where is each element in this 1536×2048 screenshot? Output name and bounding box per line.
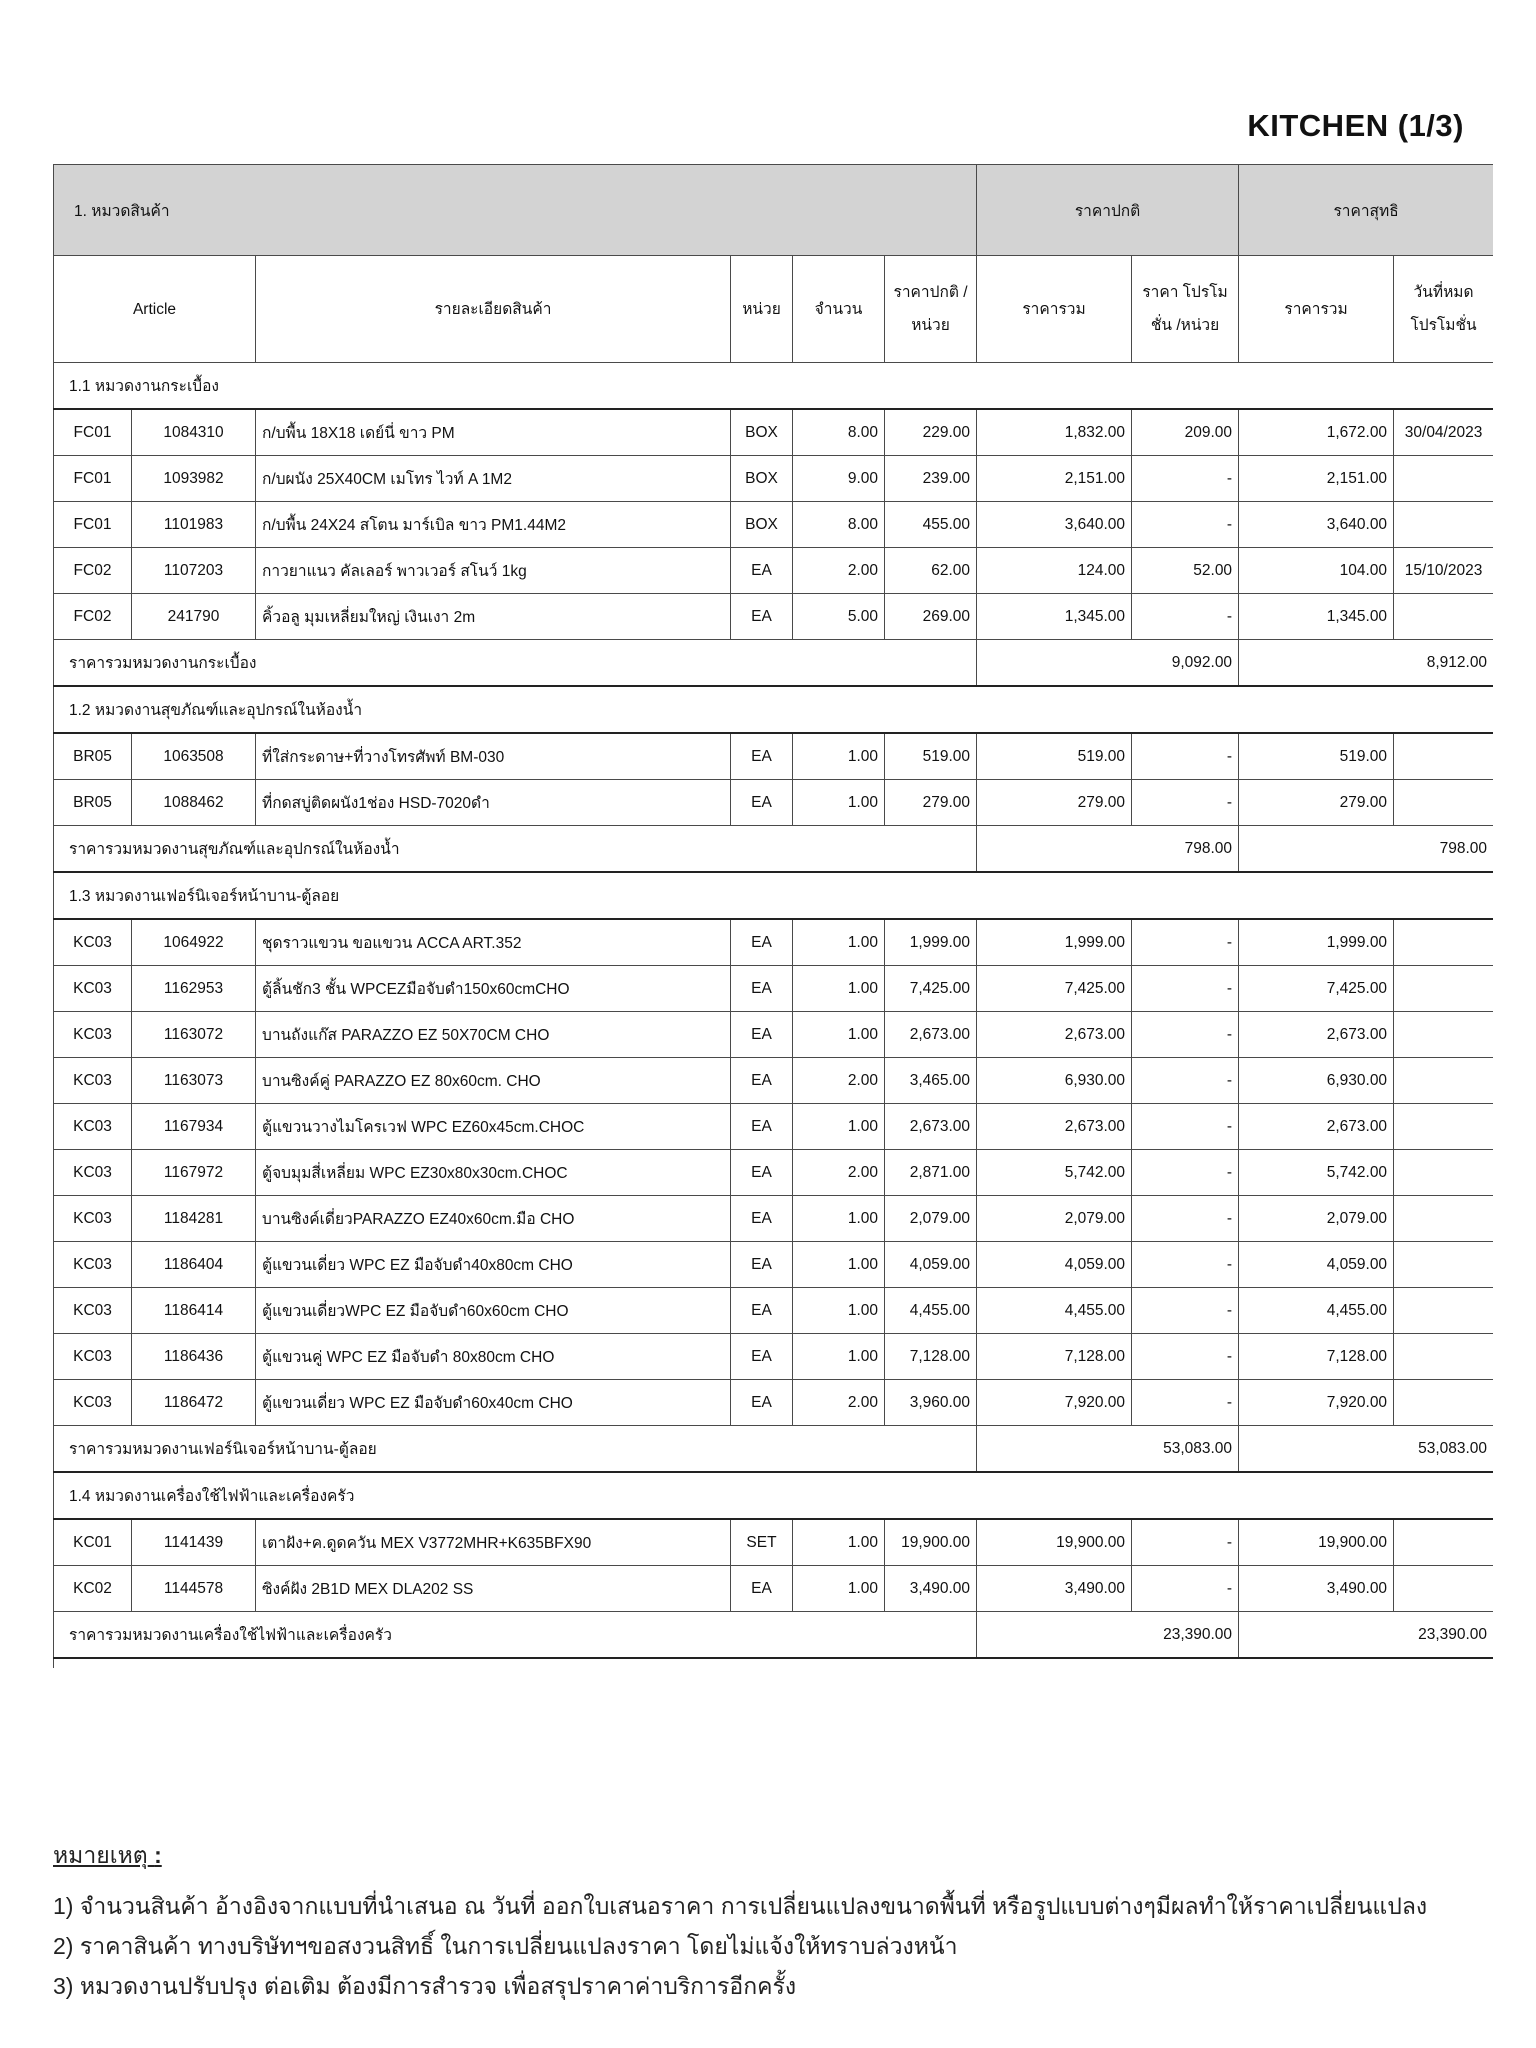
item-promo-end — [1394, 1150, 1493, 1196]
regular-price-header: ราคาปกติ — [977, 165, 1239, 256]
item-quantity: 1.00 — [793, 1519, 885, 1566]
item-unit: EA — [731, 1196, 793, 1242]
item-unit-price: 3,960.00 — [885, 1380, 977, 1426]
item-total: 2,673.00 — [977, 1012, 1132, 1058]
item-unit: EA — [731, 1334, 793, 1380]
item-article: 1163073 — [132, 1058, 256, 1104]
item-article: 1184281 — [132, 1196, 256, 1242]
notes-heading-text: หมายเหตุ — [53, 1842, 148, 1868]
item-promo-end — [1394, 1334, 1493, 1380]
item-promo-price: - — [1132, 1288, 1239, 1334]
item-article: 1162953 — [132, 966, 256, 1012]
item-promo-price: - — [1132, 780, 1239, 826]
col-description: รายละเอียดสินค้า — [256, 256, 731, 363]
item-code: KC03 — [54, 919, 132, 966]
item-promo-end — [1394, 919, 1493, 966]
table-row — [54, 1150, 1494, 1196]
item-article: 1186414 — [132, 1288, 256, 1334]
item-total: 1,345.00 — [977, 594, 1132, 640]
item-total: 3,490.00 — [977, 1566, 1132, 1612]
item-description: ตู้แขวนวางไมโครเวฟ WPC EZ60x45cm.CHOC — [256, 1104, 731, 1150]
item-total: 519.00 — [977, 733, 1132, 780]
note-line-1: 1) จำนวนสินค้า อ้างอิงจากแบบที่นำเสนอ ณ วันที่ ออกใบเสนอราคา การเปลี่ยนแปลงขนาดพื้นที่ หรือรูปแบบต่างๆมีผลทำให้ราคาเปลี่ยนแปลง — [53, 1893, 1428, 1919]
item-total: 7,920.00 — [977, 1380, 1132, 1426]
item-description: ตู้แขวนเดี่ยว WPC EZ มือจับดำ60x40cm CHO — [256, 1380, 731, 1426]
col-article: Article — [54, 256, 256, 363]
item-total: 7,425.00 — [977, 966, 1132, 1012]
notes-heading-colon: : — [154, 1842, 162, 1868]
section-title: 1.2 หมวดงานสุขภัณฑ์และอุปกรณ์ในห้องน้ำ — [54, 686, 1494, 733]
item-unit-price: 279.00 — [885, 780, 977, 826]
item-quantity: 1.00 — [793, 733, 885, 780]
item-description: ที่กดสบู่ติดผนัง1ช่อง HSD-7020ดำ — [256, 780, 731, 826]
quotation-table — [53, 164, 1493, 1668]
item-net-total: 19,900.00 — [1239, 1519, 1394, 1566]
item-article: 1167972 — [132, 1150, 256, 1196]
item-total: 19,900.00 — [977, 1519, 1132, 1566]
table-cutoff — [54, 1658, 1494, 1668]
item-code: KC03 — [54, 966, 132, 1012]
item-description: ตู้แขวนเดี่ยว WPC EZ มือจับดำ40x80cm CHO — [256, 1242, 731, 1288]
item-article: 1144578 — [132, 1566, 256, 1612]
item-promo-end — [1394, 1012, 1493, 1058]
item-quantity: 5.00 — [793, 594, 885, 640]
item-code: FC01 — [54, 456, 132, 502]
col-net-total: ราคารวม — [1239, 256, 1394, 363]
item-code: KC03 — [54, 1058, 132, 1104]
item-description: บานซิงค์เดี่ยวPARAZZO EZ40x60cm.มือ CHO — [256, 1196, 731, 1242]
subtotal-net-total: 8,912.00 — [1239, 640, 1493, 687]
item-net-total: 519.00 — [1239, 733, 1394, 780]
item-article: 1163072 — [132, 1012, 256, 1058]
table-row — [54, 409, 1494, 456]
item-description: ตู้ลิ้นชัก3 ชั้น WPCEZมือจับดำ150x60cmCHO — [256, 966, 731, 1012]
item-total: 5,742.00 — [977, 1150, 1132, 1196]
item-description: ก/บผนัง 25X40CM เมโทร ไวท์ A 1M2 — [256, 456, 731, 502]
item-quantity: 1.00 — [793, 919, 885, 966]
item-unit-price: 455.00 — [885, 502, 977, 548]
item-net-total: 279.00 — [1239, 780, 1394, 826]
item-unit-price: 7,425.00 — [885, 966, 977, 1012]
item-description: ตู้จบมุมสี่เหลี่ยม WPC EZ30x80x30cm.CHOC — [256, 1150, 731, 1196]
item-promo-end — [1394, 502, 1493, 548]
col-quantity: จำนวน — [793, 256, 885, 363]
item-quantity: 1.00 — [793, 1104, 885, 1150]
item-unit-price: 2,079.00 — [885, 1196, 977, 1242]
item-unit-price: 239.00 — [885, 456, 977, 502]
item-promo-price: - — [1132, 919, 1239, 966]
item-promo-price: - — [1132, 502, 1239, 548]
item-quantity: 8.00 — [793, 409, 885, 456]
item-net-total: 1,672.00 — [1239, 409, 1394, 456]
item-net-total: 1,999.00 — [1239, 919, 1394, 966]
section-header-row — [54, 363, 1494, 410]
item-unit-price: 3,465.00 — [885, 1058, 977, 1104]
item-article: 1101983 — [132, 502, 256, 548]
item-promo-price: - — [1132, 733, 1239, 780]
item-unit-price: 1,999.00 — [885, 919, 977, 966]
item-description: ซิงค์ฝัง 2B1D MEX DLA202 SS — [256, 1566, 731, 1612]
table-row — [54, 1380, 1494, 1426]
table-row — [54, 1334, 1494, 1380]
item-net-total: 6,930.00 — [1239, 1058, 1394, 1104]
item-promo-end: 15/10/2023 — [1394, 548, 1493, 594]
item-promo-end — [1394, 1104, 1493, 1150]
item-promo-end — [1394, 594, 1493, 640]
table-row — [54, 1519, 1494, 1566]
item-code: KC01 — [54, 1519, 132, 1566]
subtotal-row — [54, 640, 1494, 687]
item-code: BR05 — [54, 733, 132, 780]
item-net-total: 1,345.00 — [1239, 594, 1394, 640]
item-description: กาวยาแนว คัลเลอร์ พาวเวอร์ สโนว์ 1kg — [256, 548, 731, 594]
item-quantity: 2.00 — [793, 1058, 885, 1104]
item-quantity: 2.00 — [793, 1150, 885, 1196]
item-unit: EA — [731, 1380, 793, 1426]
item-total: 7,128.00 — [977, 1334, 1132, 1380]
table-row — [54, 594, 1494, 640]
item-promo-price: 209.00 — [1132, 409, 1239, 456]
section-title: 1.1 หมวดงานกระเบื้อง — [54, 363, 1494, 410]
item-description: ก/บพื้น 18X18 เดย์นี่ ขาว PM — [256, 409, 731, 456]
table-row — [54, 502, 1494, 548]
item-unit-price: 2,871.00 — [885, 1150, 977, 1196]
item-unit: EA — [731, 1058, 793, 1104]
item-code: FC01 — [54, 409, 132, 456]
table-body — [54, 363, 1494, 1669]
item-article: 1186472 — [132, 1380, 256, 1426]
item-total: 2,079.00 — [977, 1196, 1132, 1242]
col-total: ราคารวม — [977, 256, 1132, 363]
item-total: 124.00 — [977, 548, 1132, 594]
item-code: FC02 — [54, 548, 132, 594]
item-article: 1186436 — [132, 1334, 256, 1380]
item-unit: EA — [731, 919, 793, 966]
quotation-sheet — [53, 164, 1493, 1668]
item-net-total: 5,742.00 — [1239, 1150, 1394, 1196]
col-promo-price: ราคา โปรโมชั่น /หน่วย — [1132, 256, 1239, 363]
table-cutoff-row — [54, 1658, 1494, 1668]
subtotal-net-total: 798.00 — [1239, 826, 1493, 873]
subtotal-label: ราคารวมหมวดงานสุขภัณฑ์และอุปกรณ์ในห้องน้ำ — [54, 826, 977, 873]
item-total: 1,832.00 — [977, 409, 1132, 456]
item-code: KC03 — [54, 1288, 132, 1334]
item-promo-end — [1394, 1058, 1493, 1104]
item-quantity: 1.00 — [793, 1242, 885, 1288]
table-row — [54, 456, 1494, 502]
subtotal-total: 53,083.00 — [977, 1426, 1239, 1473]
item-unit-price: 229.00 — [885, 409, 977, 456]
item-promo-price: - — [1132, 1150, 1239, 1196]
item-description: บานซิงค์คู่ PARAZZO EZ 80x60cm. CHO — [256, 1058, 731, 1104]
table-row — [54, 919, 1494, 966]
net-price-header: ราคาสุทธิ — [1239, 165, 1493, 256]
note-line-3: 3) หมวดงานปรับปรุง ต่อเติม ต้องมีการสำรวจ เพื่อสรุปราคาค่าบริการอีกครั้ง — [53, 1973, 797, 1999]
item-quantity: 1.00 — [793, 1334, 885, 1380]
item-unit: EA — [731, 733, 793, 780]
item-quantity: 1.00 — [793, 1196, 885, 1242]
item-total: 4,455.00 — [977, 1288, 1132, 1334]
group-header-row — [54, 165, 1494, 256]
item-promo-end — [1394, 966, 1493, 1012]
item-code: KC03 — [54, 1150, 132, 1196]
item-net-total: 3,490.00 — [1239, 1566, 1394, 1612]
item-total: 1,999.00 — [977, 919, 1132, 966]
item-unit: EA — [731, 1104, 793, 1150]
subtotal-net-total: 53,083.00 — [1239, 1426, 1493, 1473]
item-unit: EA — [731, 780, 793, 826]
item-net-total: 7,425.00 — [1239, 966, 1394, 1012]
column-header-row — [54, 256, 1494, 363]
item-net-total: 104.00 — [1239, 548, 1394, 594]
item-article: 1088462 — [132, 780, 256, 826]
item-quantity: 2.00 — [793, 1380, 885, 1426]
item-promo-end — [1394, 1380, 1493, 1426]
table-row — [54, 966, 1494, 1012]
item-description: ที่ใส่กระดาษ+ที่วางโทรศัพท์ BM-030 — [256, 733, 731, 780]
col-promo-end: วันที่หมด โปรโมชั่น — [1394, 256, 1493, 363]
section-title: 1.4 หมวดงานเครื่องใช้ไฟฟ้าและเครื่องครัว — [54, 1472, 1494, 1519]
item-unit: BOX — [731, 409, 793, 456]
item-total: 3,640.00 — [977, 502, 1132, 548]
item-promo-end: 30/04/2023 — [1394, 409, 1493, 456]
item-unit-price: 4,455.00 — [885, 1288, 977, 1334]
item-quantity: 8.00 — [793, 502, 885, 548]
item-net-total: 4,455.00 — [1239, 1288, 1394, 1334]
item-unit-price: 2,673.00 — [885, 1012, 977, 1058]
item-unit: EA — [731, 1012, 793, 1058]
table-row — [54, 1058, 1494, 1104]
item-total: 2,151.00 — [977, 456, 1132, 502]
item-net-total: 4,059.00 — [1239, 1242, 1394, 1288]
subtotal-row — [54, 826, 1494, 873]
item-unit: EA — [731, 1288, 793, 1334]
item-article: 1107203 — [132, 548, 256, 594]
item-promo-end — [1394, 733, 1493, 780]
item-article: 1141439 — [132, 1519, 256, 1566]
item-net-total: 2,673.00 — [1239, 1012, 1394, 1058]
item-code: KC03 — [54, 1012, 132, 1058]
item-promo-price: - — [1132, 1242, 1239, 1288]
notes-heading — [53, 1838, 1493, 1874]
item-article: 1064922 — [132, 919, 256, 966]
subtotal-label: ราคารวมหมวดงานกระเบื้อง — [54, 640, 977, 687]
item-description: ชุดราวแขวน ขอแขวน ACCA ART.352 — [256, 919, 731, 966]
item-code: KC03 — [54, 1334, 132, 1380]
subtotal-label: ราคารวมหมวดงานเครื่องใช้ไฟฟ้าและเครื่องครัว — [54, 1612, 977, 1659]
item-promo-price: - — [1132, 1566, 1239, 1612]
item-quantity: 1.00 — [793, 966, 885, 1012]
item-code: BR05 — [54, 780, 132, 826]
item-quantity: 1.00 — [793, 1288, 885, 1334]
item-code: FC02 — [54, 594, 132, 640]
item-description: เตาฝัง+ค.ดูดควัน MEX V3772MHR+K635BFX90 — [256, 1519, 731, 1566]
item-code: KC03 — [54, 1380, 132, 1426]
item-quantity: 9.00 — [793, 456, 885, 502]
item-unit: SET — [731, 1519, 793, 1566]
item-promo-end — [1394, 1566, 1493, 1612]
item-article: 1167934 — [132, 1104, 256, 1150]
subtotal-net-total: 23,390.00 — [1239, 1612, 1493, 1659]
item-unit: EA — [731, 1242, 793, 1288]
section-title: 1.3 หมวดงานเฟอร์นิเจอร์หน้าบาน-ตู้ลอย — [54, 872, 1494, 919]
item-total: 2,673.00 — [977, 1104, 1132, 1150]
col-unit: หน่วย — [731, 256, 793, 363]
item-unit: EA — [731, 548, 793, 594]
item-article: 1093982 — [132, 456, 256, 502]
item-net-total: 7,920.00 — [1239, 1380, 1394, 1426]
item-promo-end — [1394, 1242, 1493, 1288]
item-article: 1063508 — [132, 733, 256, 780]
item-promo-end — [1394, 1519, 1493, 1566]
item-code: FC01 — [54, 502, 132, 548]
item-unit-price: 2,673.00 — [885, 1104, 977, 1150]
table-row — [54, 780, 1494, 826]
section-header-row — [54, 1472, 1494, 1519]
table-row — [54, 1012, 1494, 1058]
item-description: ตู้แขวนคู่ WPC EZ มือจับดำ 80x80cm CHO — [256, 1334, 731, 1380]
notes — [53, 1838, 1493, 2006]
subtotal-total: 23,390.00 — [977, 1612, 1239, 1659]
section-header-row — [54, 686, 1494, 733]
item-article: 241790 — [132, 594, 256, 640]
subtotal-row — [54, 1612, 1494, 1659]
item-unit: EA — [731, 1566, 793, 1612]
item-net-total: 2,673.00 — [1239, 1104, 1394, 1150]
item-code: KC02 — [54, 1566, 132, 1612]
item-quantity: 1.00 — [793, 1566, 885, 1612]
item-promo-price: - — [1132, 1519, 1239, 1566]
item-article: 1186404 — [132, 1242, 256, 1288]
item-quantity: 2.00 — [793, 548, 885, 594]
item-unit-price: 7,128.00 — [885, 1334, 977, 1380]
table-row — [54, 1242, 1494, 1288]
item-total: 4,059.00 — [977, 1242, 1132, 1288]
item-unit-price: 4,059.00 — [885, 1242, 977, 1288]
col-unit-price: ราคาปกติ /หน่วย — [885, 256, 977, 363]
subtotal-label: ราคารวมหมวดงานเฟอร์นิเจอร์หน้าบาน-ตู้ลอย — [54, 1426, 977, 1473]
item-unit: EA — [731, 594, 793, 640]
subtotal-row — [54, 1426, 1494, 1473]
item-net-total: 7,128.00 — [1239, 1334, 1394, 1380]
table-row — [54, 1196, 1494, 1242]
item-code: KC03 — [54, 1196, 132, 1242]
item-code: KC03 — [54, 1242, 132, 1288]
item-promo-price: - — [1132, 1334, 1239, 1380]
item-quantity: 1.00 — [793, 1012, 885, 1058]
item-promo-price: - — [1132, 1104, 1239, 1150]
item-promo-price: - — [1132, 456, 1239, 502]
item-promo-price: - — [1132, 594, 1239, 640]
item-unit: EA — [731, 1150, 793, 1196]
item-unit-price: 269.00 — [885, 594, 977, 640]
item-description: คิ้วอลู มุมเหลี่ยมใหญ่ เงินเงา 2m — [256, 594, 731, 640]
item-unit: EA — [731, 966, 793, 1012]
item-unit-price: 19,900.00 — [885, 1519, 977, 1566]
section-header-row — [54, 872, 1494, 919]
item-net-total: 2,079.00 — [1239, 1196, 1394, 1242]
item-promo-price: 52.00 — [1132, 548, 1239, 594]
item-unit: BOX — [731, 502, 793, 548]
item-promo-price: - — [1132, 966, 1239, 1012]
subtotal-total: 798.00 — [977, 826, 1239, 873]
item-unit-price: 3,490.00 — [885, 1566, 977, 1612]
table-row — [54, 733, 1494, 780]
item-total: 6,930.00 — [977, 1058, 1132, 1104]
table-row — [54, 1566, 1494, 1612]
item-promo-end — [1394, 456, 1493, 502]
item-promo-end — [1394, 780, 1493, 826]
item-unit: BOX — [731, 456, 793, 502]
item-net-total: 2,151.00 — [1239, 456, 1394, 502]
item-net-total: 3,640.00 — [1239, 502, 1394, 548]
table-row — [54, 1288, 1494, 1334]
item-promo-price: - — [1132, 1058, 1239, 1104]
item-article: 1084310 — [132, 409, 256, 456]
item-promo-price: - — [1132, 1196, 1239, 1242]
subtotal-total: 9,092.00 — [977, 640, 1239, 687]
item-code: KC03 — [54, 1104, 132, 1150]
item-promo-end — [1394, 1196, 1493, 1242]
item-promo-price: - — [1132, 1380, 1239, 1426]
item-unit-price: 519.00 — [885, 733, 977, 780]
category-header: 1. หมวดสินค้า — [54, 165, 977, 256]
item-description: ก/บพื้น 24X24 สโตน มาร์เบิล ขาว PM1.44M2 — [256, 502, 731, 548]
table-row — [54, 548, 1494, 594]
item-quantity: 1.00 — [793, 780, 885, 826]
page-title: KITCHEN (1/3) — [1247, 108, 1464, 143]
item-description: บานถังแก๊ส PARAZZO EZ 50X70CM CHO — [256, 1012, 731, 1058]
item-total: 279.00 — [977, 780, 1132, 826]
table-row — [54, 1104, 1494, 1150]
item-promo-end — [1394, 1288, 1493, 1334]
item-promo-price: - — [1132, 1012, 1239, 1058]
item-description: ตู้แขวนเดี่ยวWPC EZ มือจับดำ60x60cm CHO — [256, 1288, 731, 1334]
item-unit-price: 62.00 — [885, 548, 977, 594]
note-line-2: 2) ราคาสินค้า ทางบริษัทฯขอสงวนสิทธิ์ ในการเปลี่ยนแปลงราคา โดยไม่แจ้งให้ทราบล่วงหน้า — [53, 1933, 958, 1959]
